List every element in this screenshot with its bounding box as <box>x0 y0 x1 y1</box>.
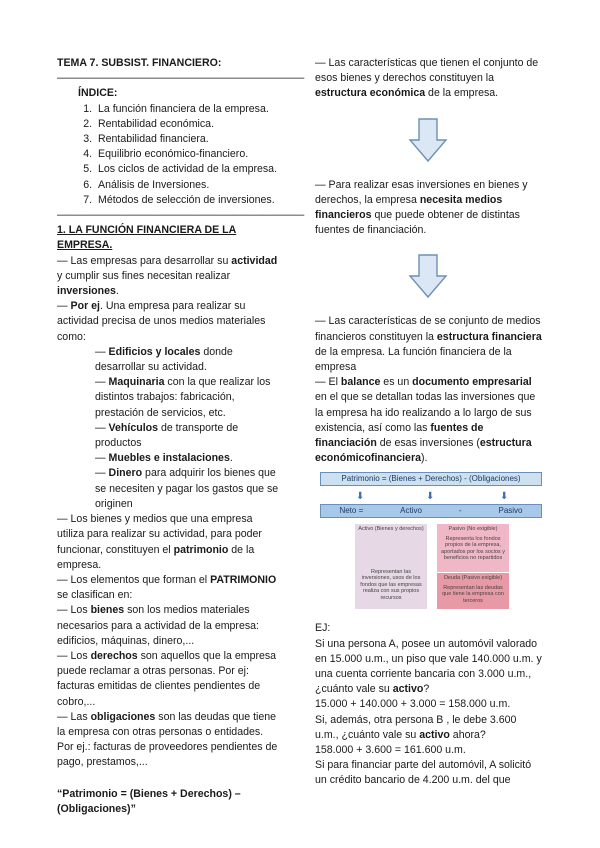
divider-bottom: ———————————————————————— <box>57 209 305 222</box>
deuda-box-title: Deuda (Pasivo exigible) <box>443 575 503 582</box>
index-item: 7. Métodos de selección de inversiones. <box>95 193 279 208</box>
example-label: EJ: <box>315 622 331 635</box>
left-column <box>57 56 305 817</box>
example-text: Si para financiar parte del automóvil, A solicitó un crédito bancario de 4.200 u.m. del que <box>315 759 532 787</box>
material-item: — Maquinaria con la que realizar los distintos trabajos: fabricación, prestación de servicios, etc. <box>95 376 271 419</box>
section-title: 1. LA FUNCIÓN FINANCIERA DE LA EMPRESA. <box>57 224 237 252</box>
paragraph: — El balance es un documento empresarial en el que se detallan todas las inversiones que la empresa ha ido realizando a lo largo de sus existencia, así como las fuentes de financiación de esas inversiones (estructura económicofinanciera). <box>315 376 536 465</box>
paragraph: — Las obligaciones son las deudas que tiene la empresa con otras personas o entidades. Por ej.: facturas de proveedores pendientes de pago, prestamos,... <box>57 710 278 769</box>
index-item: 3. Rentabilidad financiera. <box>95 132 279 147</box>
paragraph: — Los bienes son los medios materiales necesarios para a actividad de la empresa: edificios, máquinas, dinero,... <box>57 604 259 647</box>
balance-equation-bar <box>320 504 542 518</box>
activo-label: Activo <box>400 506 422 516</box>
material-item: — Edificios y locales donde desarrollar su actividad. <box>95 345 233 374</box>
activo-box-title: Activo (Bienes y derechos) <box>358 526 424 533</box>
paragraph: — Las características de se conjunto de medios financieros constituyen la estructura financiera de la empresa. La función financiera de la empresa <box>315 315 542 374</box>
neto-label: Neto = <box>339 506 364 516</box>
material-item: — Muebles e instalaciones. <box>95 452 233 465</box>
balance-figure <box>320 472 542 611</box>
paragraph: — Los bienes y medios que una empresa utiliza para realizar su actividad, para poder funcionar, constituyen el patrimonio de la empresa. <box>57 513 262 571</box>
paragraph: — Los derechos son aquellos que la empresa puede reclamar a otras personas. Por ej: facturas emitidas de clientes pendientes de cobro,... <box>57 649 277 708</box>
neto-box <box>437 524 509 572</box>
document-title: TEMA 7. SUBSIST. FINANCIERO: <box>57 57 222 69</box>
down-arrow-icon <box>409 118 447 162</box>
right-column <box>315 56 542 789</box>
index-item: 1. La función financiera de la empresa. <box>95 102 279 117</box>
patrimonio-bar: Patrimonio = (Bienes + Derechos) - (Obligaciones) <box>320 472 542 486</box>
pasivo-label: Pasivo <box>498 506 523 516</box>
index-heading: ÍNDICE: <box>78 87 118 100</box>
deuda-box-text: Representan las deudas que tiene la empresa con terceros <box>442 584 504 604</box>
example-text: Si una persona A, posee un automóvil valorado en 15.000 u.m., un piso que vale 140.000 u.m. y una cuenta corriente bancaria con 3.000 u.m., ¿cuánto vale su activo? <box>315 637 542 696</box>
minus-label: - <box>458 506 462 516</box>
paragraph: — Para realizar esas inversiones en bienes y derechos, la empresa necesita medios financieros que puede obtener de distintas fuentes de financiación. <box>315 178 528 237</box>
neto-box-title: Pasivo (No exigible) <box>448 526 498 533</box>
example-calc: 158.000 + 3.600 = 161.600 u.m. <box>315 744 466 757</box>
material-item: — Vehículos de transporte de productos <box>95 421 239 450</box>
index-item: 4. Equilibrio económico-financiero. <box>95 147 279 162</box>
activo-box-text: Representan las inversiones, usos de los fondos que las empresas realiza con sus propios recursos <box>360 568 422 601</box>
index-item: 6. Análisis de Inversiones. <box>95 178 279 193</box>
divider-top: ———————————————————————— <box>57 72 305 85</box>
deuda-box <box>437 573 509 609</box>
down-arrow-icon <box>409 254 447 298</box>
paragraph: — Las características que tienen el conjunto de esos bienes y derechos constituyen la estructura económica de la empresa. <box>315 57 539 100</box>
neto-box-text: Representa los fondos propios de la empresa, aportados por los socios y beneficios no repartidos <box>441 535 505 562</box>
index-item: 5. Los ciclos de actividad de la empresa. <box>95 162 279 177</box>
down-arrow-icon: ⬇ <box>356 491 365 503</box>
paragraph: — Por ej. Una empresa para realizar su actividad precisa de unos medios materiales como: <box>57 300 266 343</box>
patrimonio-formula: “Patrimonio = (Bienes + Derechos) – (Obligaciones)” <box>57 787 241 815</box>
material-item: — Dinero para adquirir los bienes que se necesiten y pagar los gastos que se originen <box>95 467 279 510</box>
paragraph: — Los elementos que forman el PATRIMONIO se clasifican en: <box>57 573 277 602</box>
activo-box <box>355 524 427 609</box>
down-arrow-icon: ⬇ <box>426 491 435 503</box>
index-list <box>57 102 279 208</box>
example-calc: 15.000 + 140.000 + 3.000 = 158.000 u.m. <box>315 698 511 711</box>
example-text: Si, además, otra persona B , le debe 3.600 u.m., ¿cuánto vale su activo ahora? <box>315 713 517 741</box>
index-item: 2. Rentabilidad económica. <box>95 117 279 132</box>
paragraph: — Las empresas para desarrollar su actividad y cumplir sus fines necesitan realizar inversiones. <box>57 254 278 298</box>
down-arrow-icon: ⬇ <box>500 491 509 503</box>
